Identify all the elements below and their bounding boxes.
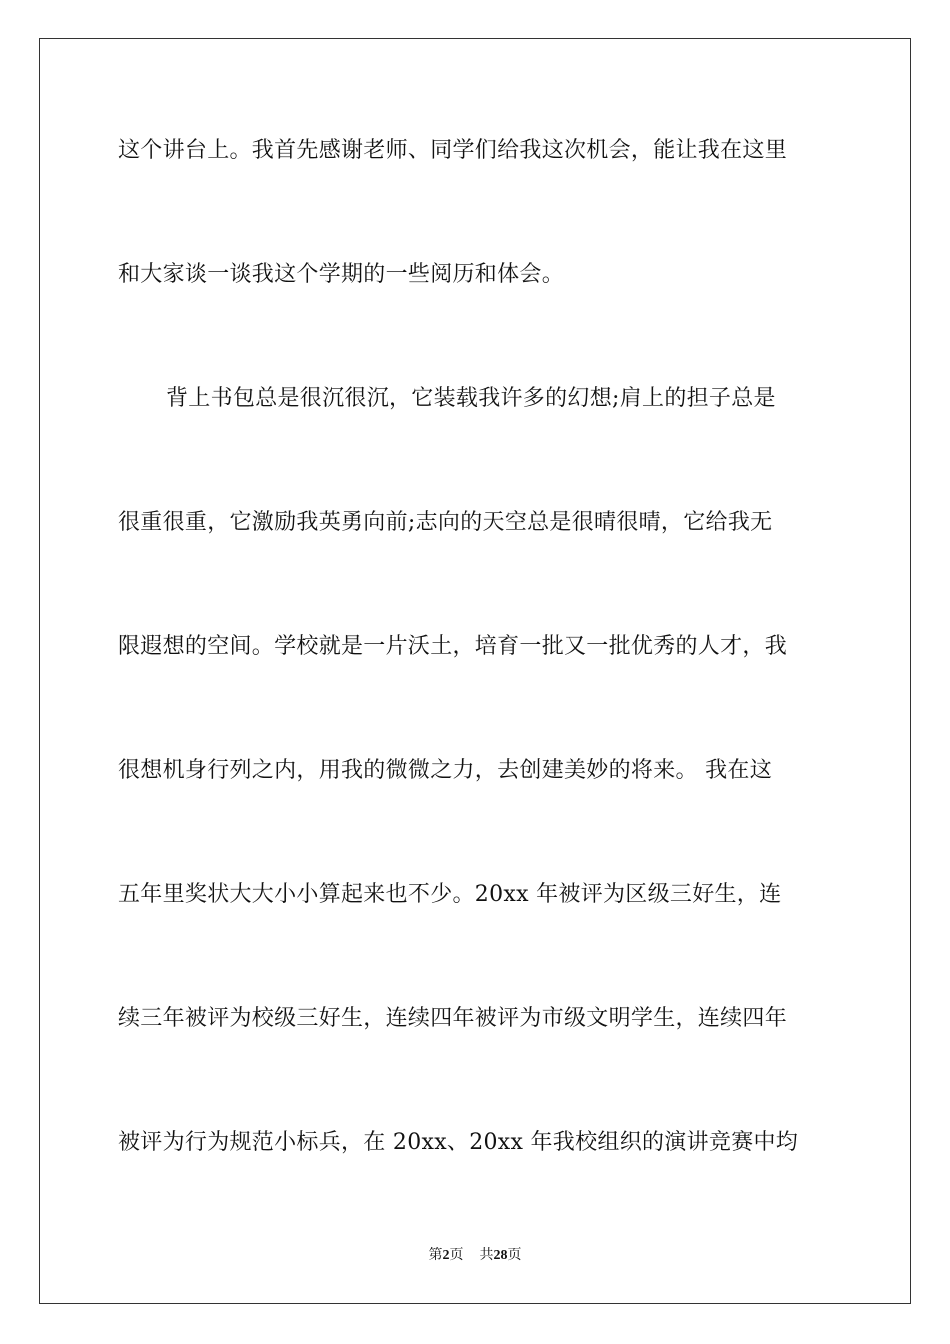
paragraph-line: 限遐想的空间。学校就是一片沃土，培育一批又一批优秀的人才，我 <box>118 634 788 659</box>
total-prefix: 共 <box>479 1247 494 1263</box>
paragraph-line: 很想机身行列之内，用我的微微之力，去创建美妙的将来。 我在这 <box>118 758 772 783</box>
page-prefix: 第 <box>428 1247 443 1263</box>
paragraph-line: 和大家谈一谈我这个学期的一些阅历和体会。 <box>118 262 565 287</box>
page-footer <box>0 1246 950 1265</box>
paragraph-line: 很重很重，它激励我英勇向前;志向的天空总是很晴很晴，它给我无 <box>118 510 773 535</box>
total-pages: 28 <box>493 1248 508 1263</box>
paragraph-line: 这个讲台上。我首先感谢老师、同学们给我这次机会，能让我在这里 <box>118 138 788 163</box>
page-border <box>39 38 911 1304</box>
page-suffix: 页 <box>449 1247 464 1263</box>
paragraph-line: 五年里奖状大大小小算起来也不少。20xx 年被评为区级三好生，连 <box>118 882 782 907</box>
paragraph-line: 背上书包总是很沉很沉，它装载我许多的幻想;肩上的担子总是 <box>166 386 776 411</box>
paragraph-line: 被评为行为规范小标兵，在 20xx、20xx 年我校组织的演讲竞赛中均 <box>118 1130 799 1155</box>
paragraph-line: 续三年被评为校级三好生，连续四年被评为市级文明学生，连续四年 <box>118 1006 788 1031</box>
page-number: 2 <box>442 1248 450 1263</box>
total-suffix: 页 <box>507 1247 522 1263</box>
